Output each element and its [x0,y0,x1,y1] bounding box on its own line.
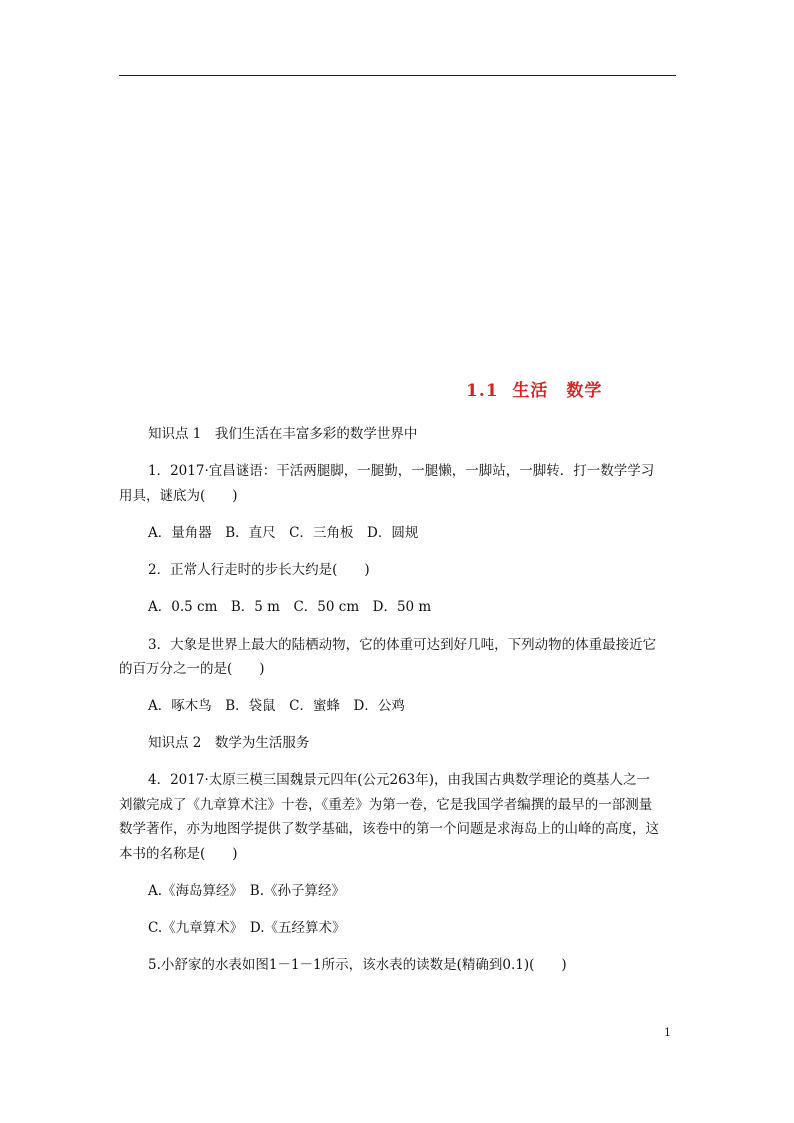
question-1-line-2: 用具，谜底为( ) [119,488,238,504]
question-3-line-1: 3．大象是世界上最大的陆栖动物，它的体重可达到好几吨，下列动物的体重最接近它 [148,637,657,653]
knowledge-point-2: 知识点 2 数学为生活服务 [148,735,310,751]
question-4-line-3: 数学著作，亦为地图学提供了数学基础，该卷中的第一个问题是求海岛上的山峰的高度，这 [119,821,659,837]
question-4-options-ab: A.《海岛算经》 B.《孙子算经》 [148,883,346,899]
page-number: 1 [664,1026,671,1039]
question-4-line-2: 刘徽完成了《九章算术注》十卷，《重差》为第一卷，它是我国学者编撰的最早的一部测量 [119,797,653,813]
question-4-line-4: 本书的名称是( ) [119,846,238,862]
question-3-line-2: 的百万分之一的是( ) [119,661,265,677]
section-title: 1.1 生活 数学 [466,381,603,401]
question-5-line-1: 5.小舒家的水表如图1－1－1所示，该水表的读数是(精确到0.1)( ) [148,957,567,973]
question-4-options-cd: C.《九章算术》 D.《五经算术》 [148,920,346,936]
header-rule [119,75,676,76]
question-3-options: A．啄木鸟 B．袋鼠 C．蜜蜂 D．公鸡 [148,698,405,714]
knowledge-point-1: 知识点 1 我们生活在丰富多彩的数学世界中 [148,426,418,442]
question-2-options: A．0.5 cm B．5 m C．50 cm D．50 m [148,599,432,615]
question-1-options: A．量角器 B．直尺 C．三角板 D．圆规 [148,525,419,541]
question-1-line-1: 1．2017·宜昌谜语：干活两腿脚，一腿勤，一腿懒，一脚站，一脚转．打一数学学习 [148,463,655,479]
question-2-line-1: 2．正常人行走时的步长大约是( ) [148,562,370,578]
question-4-line-1: 4．2017·太原三模三国魏景元四年(公元263年)，由我国古典数学理论的奠基人之一 [148,772,651,788]
